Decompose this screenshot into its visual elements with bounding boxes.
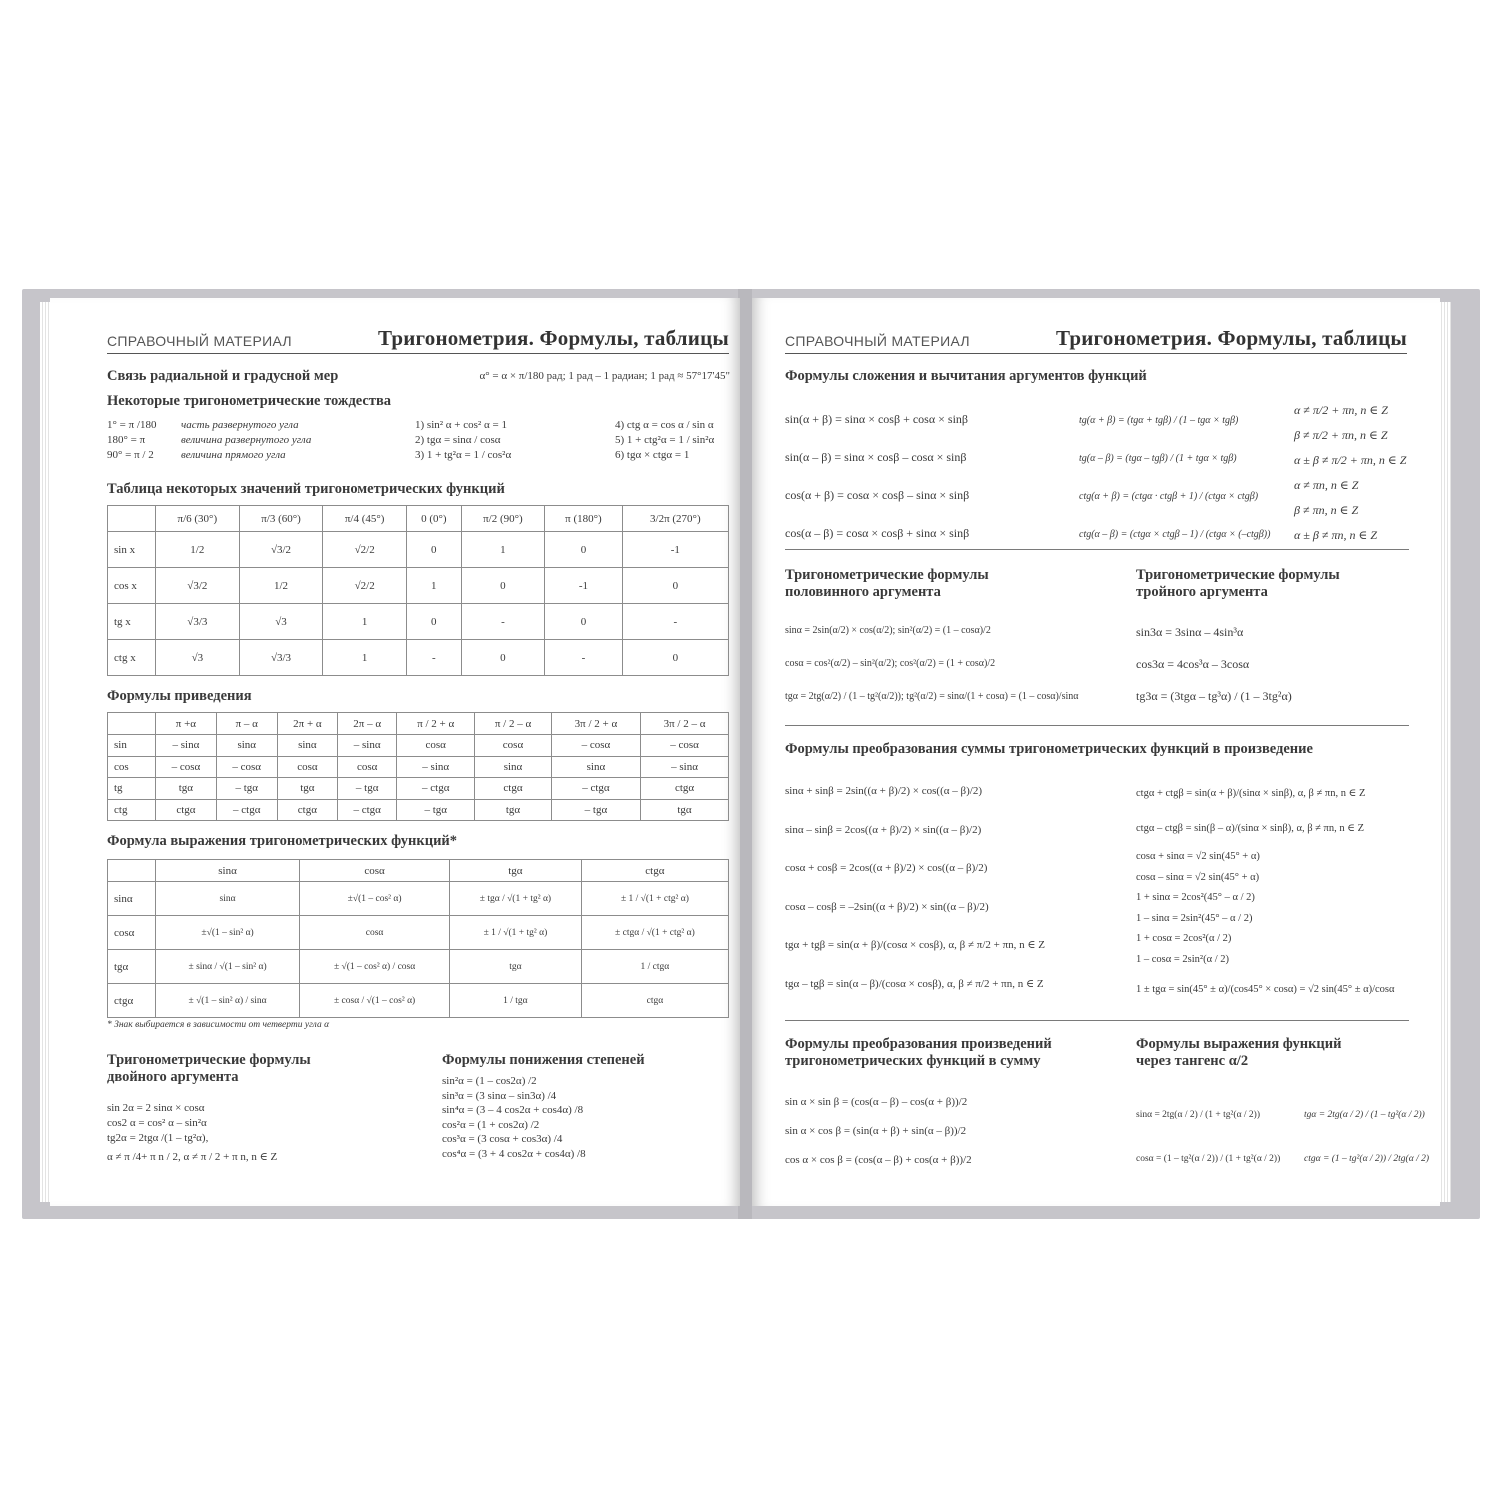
- formula: sin⁴α = (3 – 4 cos2α + cos4α) /8: [442, 1104, 584, 1116]
- table-cell: – sinα: [156, 735, 217, 757]
- table-row: [108, 950, 729, 984]
- addition-conditions: [1294, 398, 1406, 548]
- triple-formulas: [1136, 616, 1292, 712]
- table-cell: 0: [622, 640, 728, 676]
- heading-line: Тригонометрические формулы: [107, 1052, 311, 1068]
- header-title: Тригонометрия. Формулы, таблицы: [377, 326, 729, 350]
- addition-tg-ctg: [1079, 402, 1270, 554]
- table-cell: ± tgα / √(1 + tg² α): [450, 882, 582, 916]
- heading-line: двойного аргумента: [107, 1069, 239, 1085]
- formula: sin α × cos β = (sin(α + β) + sin(α – β))/2: [785, 1125, 967, 1137]
- table-cell: sinα: [475, 756, 552, 778]
- condition: α ± β ≠ πn, n ∈ Z: [1294, 528, 1378, 542]
- def-description: величина прямого угла: [181, 449, 286, 461]
- formula: tgα = 2tg(α / 2) / (1 – tg²(α / 2)): [1304, 1110, 1425, 1120]
- sum-to-product-heading: Формулы преобразования суммы тригонометрических функций в произведение: [785, 741, 1313, 757]
- row-label: sin x: [108, 532, 156, 568]
- formula: tgα + tgβ = sin(α + β)/(cosα × cosβ), α, β ≠ π/2 + πn, n ∈ Z: [785, 939, 1046, 951]
- formula: ctgα – ctgβ = sin(β – α)/(sinα × sinβ), α, β ≠ πn, n ∈ Z: [1136, 823, 1365, 834]
- heading-line: через тангенс α/2: [1136, 1053, 1249, 1069]
- table-row: [108, 916, 729, 950]
- table-cell: ± √(1 – cos² α) / cosα: [300, 950, 450, 984]
- condition: α ≠ πn, n ∈ Z: [1294, 478, 1359, 492]
- formula: 1 ± tgα = sin(45° ± α)/(cos45° × cosα) = √2 sin(45° ± α)/cosα: [1136, 984, 1395, 995]
- table-header-cell: π/3 (60°): [239, 506, 323, 532]
- formula: tg3α = (3tgα – tg³α) / (1 – 3tg²α): [1136, 689, 1292, 703]
- table-cell: √3: [239, 604, 323, 640]
- heading-line: Тригонометрические формулы: [785, 567, 989, 583]
- table-cell: – cosα: [216, 756, 277, 778]
- heading-line: Формулы преобразования произведений: [785, 1036, 1052, 1052]
- formula: sin α × sin β = (cos(α – β) – cos(α + β))/2: [785, 1096, 968, 1108]
- table-cell: -: [461, 604, 545, 640]
- table-header-cell: π/2 (90°): [461, 506, 545, 532]
- table-cell: tgα: [277, 778, 338, 800]
- table-cell: – cosα: [641, 735, 729, 757]
- half-heading: [785, 567, 989, 601]
- formula: cosα + sinα = √2 sin(45° + α): [1136, 851, 1260, 862]
- table-cell: tgα: [156, 778, 217, 800]
- reduction-table: [107, 712, 729, 821]
- table-header-cell: 3π / 2 – α: [641, 713, 729, 735]
- table-cell: 1: [323, 640, 407, 676]
- table-cell: ± √(1 – sin² α) / sinα: [156, 984, 300, 1018]
- page-header: [785, 326, 1407, 354]
- table-header-cell: [108, 860, 156, 882]
- heading-line: половинного аргумента: [785, 584, 941, 600]
- table-cell: 0: [407, 532, 462, 568]
- table-cell: -1: [545, 568, 622, 604]
- formula: α ≠ π /4+ π n / 2, α ≠ π / 2 + π n, n ∈ Z: [107, 1151, 278, 1163]
- table-row: [108, 640, 729, 676]
- table-row: [108, 882, 729, 916]
- row-label: ctg x: [108, 640, 156, 676]
- triple-heading: [1136, 567, 1340, 601]
- table-cell: tgα: [450, 950, 582, 984]
- identities-col1: [415, 418, 511, 463]
- table-header-cell: sinα: [156, 860, 300, 882]
- formula: cos α × cos β = (cos(α – β) + cos(α + β))/2: [785, 1154, 972, 1166]
- left-page: [50, 298, 740, 1206]
- formula: sinα = 2sin(α/2) × cos(α/2); sin²(α/2) = (1 – cosα)/2: [785, 625, 991, 636]
- table-row: [108, 532, 729, 568]
- table-cell: 1/2: [156, 532, 240, 568]
- table-cell: ± 1 / √(1 + ctg² α): [581, 882, 728, 916]
- def-formula: 1° = π /180: [107, 419, 157, 431]
- table-row: [108, 756, 729, 778]
- table-cell: cosα: [397, 735, 475, 757]
- table-row: [108, 735, 729, 757]
- table-cell: cosα: [475, 735, 552, 757]
- formula: sin3α = 3sinα – 4sin³α: [1136, 625, 1244, 639]
- formula: sin²α = (1 – cos2α) /2: [442, 1075, 537, 1087]
- row-label: tg: [108, 778, 156, 800]
- row-label: cos: [108, 756, 156, 778]
- table-cell: tgα: [641, 799, 729, 821]
- identity: 5) 1 + ctg²α = 1 / sin²α: [615, 434, 715, 446]
- formula: cosα = (1 – tg²(α / 2)) / (1 + tg²(α / 2)): [1136, 1154, 1281, 1164]
- double-formulas: [107, 1101, 277, 1165]
- table-cell: ± 1 / √(1 + tg² α): [450, 916, 582, 950]
- identity: 1) sin² α + cos² α = 1: [415, 419, 507, 431]
- table-cell: cosα: [300, 916, 450, 950]
- formula: tg2α = 2tgα /(1 – tg²α),: [107, 1132, 209, 1144]
- half-formulas: [785, 614, 1079, 713]
- formula: cosα – cosβ = –2sin((α + β)/2) × sin((α – β)/2): [785, 900, 989, 913]
- expression-heading: Формула выражения тригонометрических функций*: [107, 833, 458, 849]
- table-cell: √2/2: [323, 568, 407, 604]
- table-header-cell: 3π / 2 + α: [551, 713, 640, 735]
- table-header-cell: π +α: [156, 713, 217, 735]
- heading-line: Формулы выражения функций: [1136, 1036, 1342, 1052]
- table-header-cell: 2π + α: [277, 713, 338, 735]
- table-cell: – sinα: [338, 735, 397, 757]
- expression-note: * Знак выбирается в зависимости от четверти угла α: [107, 1020, 330, 1030]
- table-header-cell: [108, 713, 156, 735]
- table-cell: ctgα: [156, 799, 217, 821]
- table-cell: – tgα: [397, 799, 475, 821]
- table-cell: -: [545, 640, 622, 676]
- sum-to-product-left: [785, 772, 1045, 1003]
- table-header-cell: π (180°): [545, 506, 622, 532]
- row-label: sin: [108, 735, 156, 757]
- table-cell: -1: [622, 532, 728, 568]
- def-description: величина развернутого угла: [181, 434, 312, 446]
- formula: cos(α + β) = cosα × cosβ – sinα × sinβ: [785, 488, 970, 502]
- formula: sin 2α = 2 sinα × cosα: [107, 1102, 205, 1114]
- formula: ctg(α + β) = (ctgα · ctgβ + 1) / (ctgα × ctgβ): [1079, 491, 1259, 502]
- divider: [785, 549, 1409, 550]
- table-cell: ± ctgα / √(1 + ctg² α): [581, 916, 728, 950]
- table-cell: √3/3: [156, 604, 240, 640]
- table-cell: cosα: [277, 756, 338, 778]
- table-cell: -: [622, 604, 728, 640]
- formula: cos⁴α = (3 + 4 cos2α + cos4α) /8: [442, 1147, 586, 1160]
- formula: sinα – sinβ = 2cos((α + β)/2) × sin((α – β)/2): [785, 823, 982, 836]
- divider: [785, 725, 1409, 726]
- table-cell: √3/2: [156, 568, 240, 604]
- table-cell: tgα: [475, 799, 552, 821]
- tangent-formulas-left: [1136, 1093, 1280, 1181]
- table-cell: sinα: [551, 756, 640, 778]
- header-label: СПРАВОЧНЫЙ МАТЕРИАЛ: [107, 333, 292, 349]
- header-label: СПРАВОЧНЫЙ МАТЕРИАЛ: [785, 333, 970, 349]
- table-header-cell: ctgα: [581, 860, 728, 882]
- row-label: cosα: [108, 916, 156, 950]
- table-cell: 1: [461, 532, 545, 568]
- table-cell: 0: [545, 532, 622, 568]
- table-header-cell: 2π – α: [338, 713, 397, 735]
- table-cell: 0: [407, 604, 462, 640]
- formula: cosα + cosβ = 2cos((α + β)/2) × cos((α – β)/2): [785, 862, 988, 874]
- formula: tg(α – β) = (tgα – tgβ) / (1 + tgα × tgβ): [1079, 453, 1237, 464]
- table-header-cell: π/4 (45°): [323, 506, 407, 532]
- table-cell: 0: [545, 604, 622, 640]
- def-formula: 180° = π: [107, 434, 146, 446]
- row-label: tg x: [108, 604, 156, 640]
- formula: sin³α = (3 sinα – sin3α) /4: [442, 1089, 557, 1102]
- table-header-cell: 0 (0°): [407, 506, 462, 532]
- table-cell: √3/3: [239, 640, 323, 676]
- table-cell: – tgα: [551, 799, 640, 821]
- table-cell: – ctgα: [216, 799, 277, 821]
- def-formula: 90° = π / 2: [107, 449, 154, 461]
- page-header: [107, 326, 729, 354]
- formula: sinα = 2tg(α / 2) / (1 + tg²(α / 2)): [1136, 1110, 1261, 1120]
- formula: sin(α + β) = sinα × cosβ + cosα × sinβ: [785, 412, 969, 426]
- addition-heading: Формулы сложения и вычитания аргументов функций: [785, 368, 1147, 384]
- table-cell: -: [407, 640, 462, 676]
- angle-definitions: [107, 418, 311, 463]
- tangent-heading: [1136, 1036, 1342, 1070]
- table-header-cell: cosα: [300, 860, 450, 882]
- divider: [785, 1020, 1409, 1021]
- table-cell: – tgα: [216, 778, 277, 800]
- table-header-cell: π/6 (30°): [156, 506, 240, 532]
- identity: 6) tgα × ctgα = 1: [615, 449, 690, 461]
- condition: α ≠ π/2 + πn, n ∈ Z: [1294, 403, 1388, 417]
- table-cell: ctgα: [641, 778, 729, 800]
- radian-formula: α° = α × π/180 рад; 1 рад – 1 радиан; 1 рад ≈ 57°17'45": [479, 370, 730, 382]
- table-cell: ctgα: [277, 799, 338, 821]
- table-cell: 0: [461, 568, 545, 604]
- condition: α ± β ≠ π/2 + πn, n ∈ Z: [1294, 453, 1407, 467]
- identity: 3) 1 + tg²α = 1 / cos²α: [415, 449, 512, 461]
- formula: cosα – sinα = √2 sin(45° + α): [1136, 871, 1260, 883]
- table-cell: sinα: [277, 735, 338, 757]
- table-cell: 1: [323, 604, 407, 640]
- identities-col2: [615, 418, 714, 463]
- table-row: [108, 568, 729, 604]
- table-row: [108, 799, 729, 821]
- table-cell: – cosα: [156, 756, 217, 778]
- formula: 1 – cosα = 2sin²(α / 2): [1136, 953, 1229, 965]
- row-label: tgα: [108, 950, 156, 984]
- row-label: cos x: [108, 568, 156, 604]
- formula: cos2 α = cos² α – sin²α: [107, 1117, 207, 1129]
- table-cell: – ctgα: [551, 778, 640, 800]
- formula: 1 + sinα = 2cos²(45° – α / 2): [1136, 892, 1255, 903]
- table-cell: – sinα: [641, 756, 729, 778]
- table-header-cell: tgα: [450, 860, 582, 882]
- formula: 1 – sinα = 2sin²(45° – α / 2): [1136, 912, 1253, 924]
- table-cell: sinα: [156, 882, 300, 916]
- formula: tgα = 2tg(α/2) / (1 – tg²(α/2)); tg²(α/2) = sinα/(1 + cosα) = (1 – cosα)/sinα: [785, 691, 1079, 702]
- table-cell: ± cosα / √(1 – cos² α): [300, 984, 450, 1018]
- double-heading: [107, 1052, 311, 1086]
- table-row: [108, 604, 729, 640]
- sum-to-product-right: [1136, 777, 1395, 1010]
- identities-heading: Некоторые тригонометрические тождества: [107, 393, 392, 409]
- formula: tg(α + β) = (tgα + tgβ) / (1 – tgα × tgβ): [1079, 415, 1239, 426]
- heading-line: Тригонометрические формулы: [1136, 567, 1340, 583]
- reduction-heading: Формулы приведения: [107, 688, 252, 704]
- product-to-sum-formulas: [785, 1088, 972, 1175]
- table-cell: – ctgα: [338, 799, 397, 821]
- table-cell: ±√(1 – cos² α): [300, 882, 450, 916]
- right-page-edges: [1439, 302, 1451, 1202]
- formula: ctg(α – β) = (ctgα × ctgβ – 1) / (ctgα × (–ctgβ)): [1079, 529, 1271, 540]
- table-cell: sinα: [216, 735, 277, 757]
- radian-heading: Связь радиальной и градусной мер: [107, 368, 339, 384]
- table-cell: ± sinα / √(1 – sin² α): [156, 950, 300, 984]
- table-cell: 0: [461, 640, 545, 676]
- table-cell: 1/2: [239, 568, 323, 604]
- table-cell: ctgα: [581, 984, 728, 1018]
- values-table-heading: Таблица некоторых значений тригонометрических функций: [107, 481, 505, 497]
- row-label: ctgα: [108, 984, 156, 1018]
- expression-table: [107, 859, 729, 1018]
- table-cell: – ctgα: [397, 778, 475, 800]
- formula: cos²α = (1 + cos2α) /2: [442, 1118, 540, 1131]
- values-table: [107, 505, 729, 676]
- table-header-cell: π – α: [216, 713, 277, 735]
- table-cell: √3: [156, 640, 240, 676]
- row-label: sinα: [108, 882, 156, 916]
- addition-sin-cos: [785, 400, 969, 552]
- row-label: ctg: [108, 799, 156, 821]
- header-title: Тригонометрия. Формулы, таблицы: [1055, 326, 1407, 350]
- heading-line: тригонометрических функций в сумму: [785, 1053, 1041, 1069]
- formula: 1 + cosα = 2cos²(α / 2): [1136, 933, 1232, 944]
- book-spine: [738, 289, 752, 1219]
- table-cell: 1 / ctgα: [581, 950, 728, 984]
- def-description: часть развернутого угла: [181, 419, 299, 431]
- formula: ctgα + ctgβ = sin(α + β)/(sinα × sinβ), α, β ≠ πn, n ∈ Z: [1136, 788, 1366, 799]
- table-header-cell: π / 2 – α: [475, 713, 552, 735]
- table-header-cell: [108, 506, 156, 532]
- table-cell: ctgα: [475, 778, 552, 800]
- formula: sinα + sinβ = 2sin((α + β)/2) × cos((α – β)/2): [785, 785, 982, 797]
- formula: ctgα = (1 – tg²(α / 2)) / 2tg(α / 2): [1304, 1154, 1430, 1164]
- product-to-sum-heading: [785, 1036, 1052, 1070]
- table-cell: – sinα: [397, 756, 475, 778]
- table-row: [108, 778, 729, 800]
- power-formulas: [442, 1074, 586, 1161]
- condition: β ≠ π/2 + πn, n ∈ Z: [1294, 428, 1388, 442]
- table-cell: √2/2: [323, 532, 407, 568]
- formula: cos³α = (3 cosα + cos3α) /4: [442, 1133, 563, 1145]
- table-cell: cosα: [338, 756, 397, 778]
- tangent-formulas-right: [1304, 1093, 1429, 1181]
- table-header-cell: π / 2 + α: [397, 713, 475, 735]
- heading-line: тройного аргумента: [1136, 584, 1268, 600]
- table-cell: 1 / tgα: [450, 984, 582, 1018]
- table-cell: 0: [622, 568, 728, 604]
- table-cell: – tgα: [338, 778, 397, 800]
- table-cell: – cosα: [551, 735, 640, 757]
- right-page: [752, 298, 1440, 1206]
- table-row: [108, 984, 729, 1018]
- table-cell: 1: [407, 568, 462, 604]
- table-cell: ±√(1 – sin² α): [156, 916, 300, 950]
- formula: sin(α – β) = sinα × cosβ – cosα × sinβ: [785, 450, 967, 464]
- power-heading: Формулы понижения степеней: [442, 1052, 645, 1068]
- table-cell: √3/2: [239, 532, 323, 568]
- formula: cos3α = 4cos³α – 3cosα: [1136, 657, 1250, 671]
- formula: cos(α – β) = cosα × cosβ + sinα × sinβ: [785, 526, 970, 540]
- formula: tgα – tgβ = sin(α – β)/(cosα × cosβ), α, β ≠ π/2 + πn, n ∈ Z: [785, 977, 1044, 990]
- formula: cosα = cos²(α/2) – sin²(α/2); cos²(α/2) = (1 + cosα)/2: [785, 658, 996, 669]
- identity: 4) ctg α = cos α / sin α: [615, 419, 714, 431]
- identity: 2) tgα = sinα / cosα: [415, 434, 501, 446]
- condition: β ≠ πn, n ∈ Z: [1294, 503, 1359, 517]
- table-header-cell: 3/2π (270°): [622, 506, 728, 532]
